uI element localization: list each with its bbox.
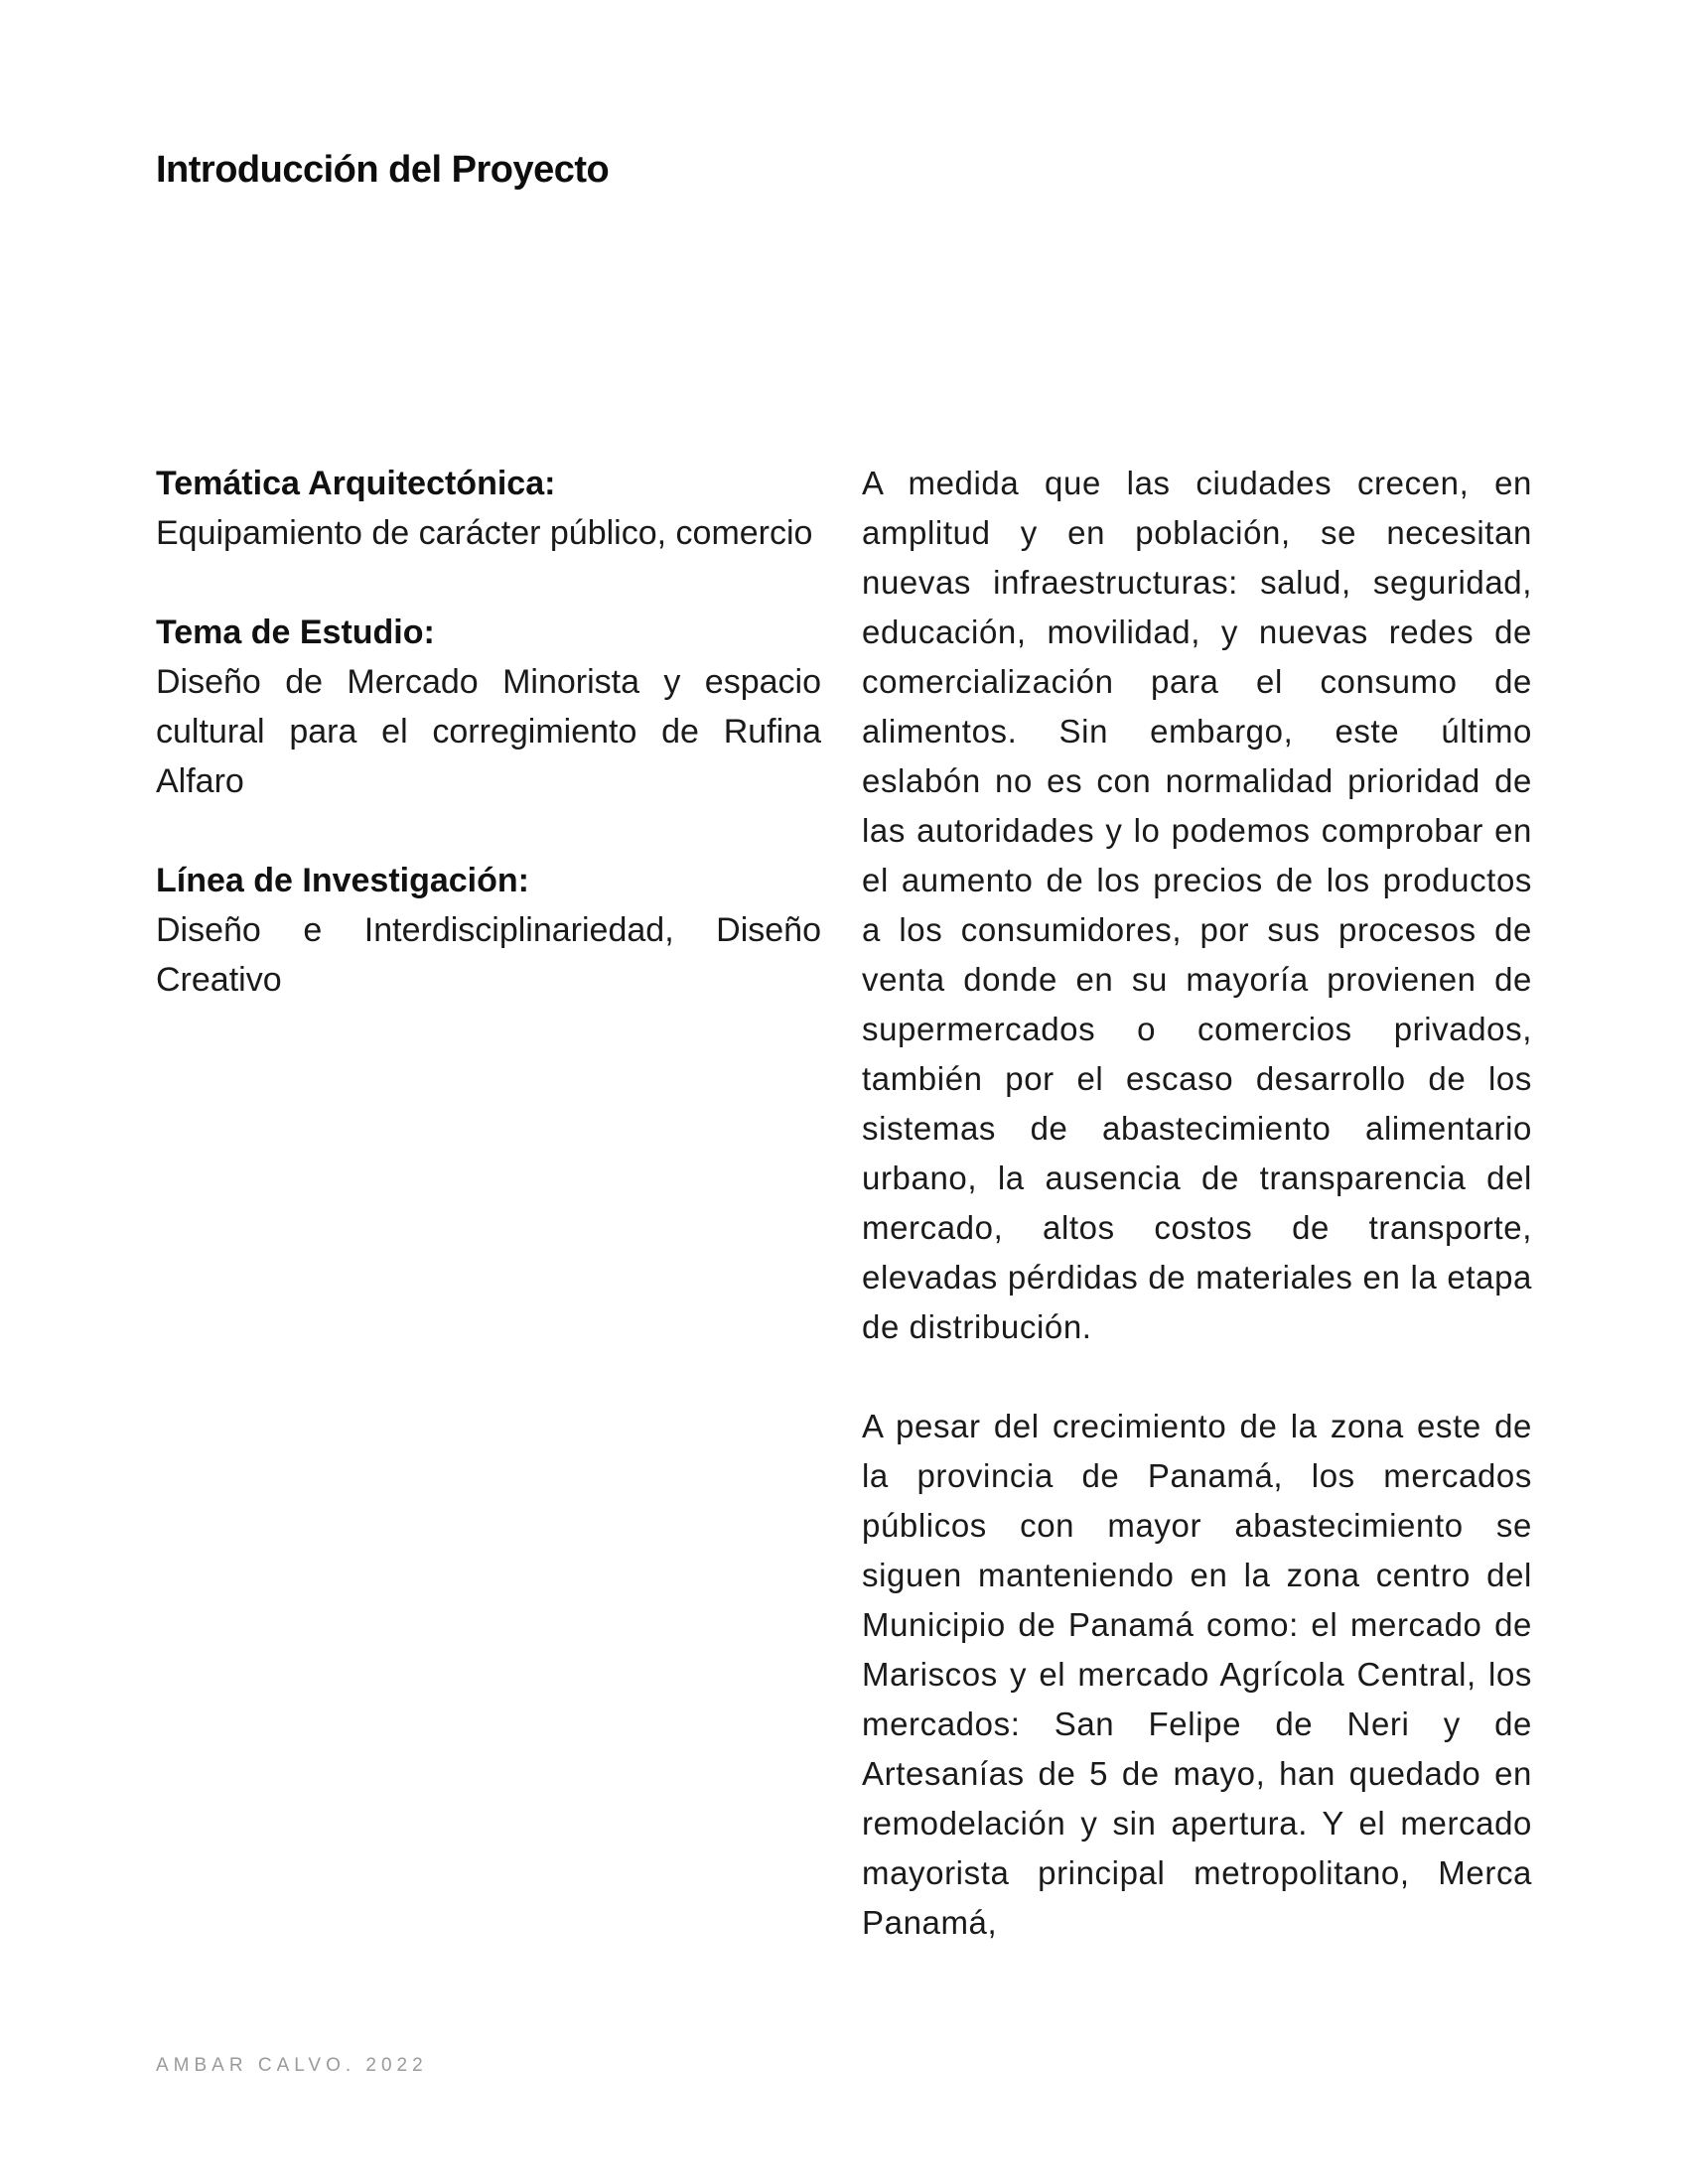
meta-label-linea-investigacion: Línea de Investigación: (156, 862, 529, 899)
meta-value-tematica: Equipamiento de carácter público, comercio (156, 514, 813, 552)
meta-label-tematica: Temática Arquitectónica: (156, 465, 556, 502)
meta-label-tema-estudio: Tema de Estudio: (156, 614, 435, 651)
project-metadata (156, 459, 821, 1054)
meta-tematica (156, 459, 821, 558)
introduction-body (862, 459, 1532, 1997)
footer-credit: AMBAR CALVO. 2022 (156, 2055, 428, 2076)
page-title: Introducción del Proyecto (156, 149, 610, 191)
meta-value-tema-estudio: Diseño de Mercado Minorista y espacio cultural para el corregimiento de Rufina Alfaro (156, 663, 821, 800)
body-paragraph-2: A pesar del crecimiento de la zona este de la provincia de Panamá, los mercados públicos con mayor abastecimiento se siguen manteniendo en la zona centro del Municipio de Panamá como: el mercado de Mariscos y el mercado Agrícola Central, los mercados: San Felipe de Neri y de Artesanías de 5 de mayo, han quedado en remodelación y sin apertura. Y el mercado mayorista principal metropolitano, Merca Panamá, (862, 1408, 1532, 1941)
meta-linea-investigacion (156, 856, 821, 1005)
body-paragraph-1: A medida que las ciudades crecen, en amplitud y en población, se necesitan nuevas infraestructuras: salud, seguridad, educación, movilidad, y nuevas redes de comercialización para el consumo de alimentos. Sin embargo, este último eslabón no es con normalidad prioridad de las autoridades y lo podemos comprobar en el aumento de los precios de los productos a los consumidores, por sus procesos de venta donde en su mayoría provienen de supermercados o comercios privados, también por el escaso desarrollo de los sistemas de abastecimiento alimentario urbano, la ausencia de transparencia del mercado, altos costos de transporte, elevadas pérdidas de materiales en la etapa de distribución. (862, 465, 1532, 1345)
meta-value-linea-investigacion: Diseño e Interdisciplinariedad, Diseño Creativo (156, 911, 821, 999)
meta-tema-estudio (156, 608, 821, 806)
